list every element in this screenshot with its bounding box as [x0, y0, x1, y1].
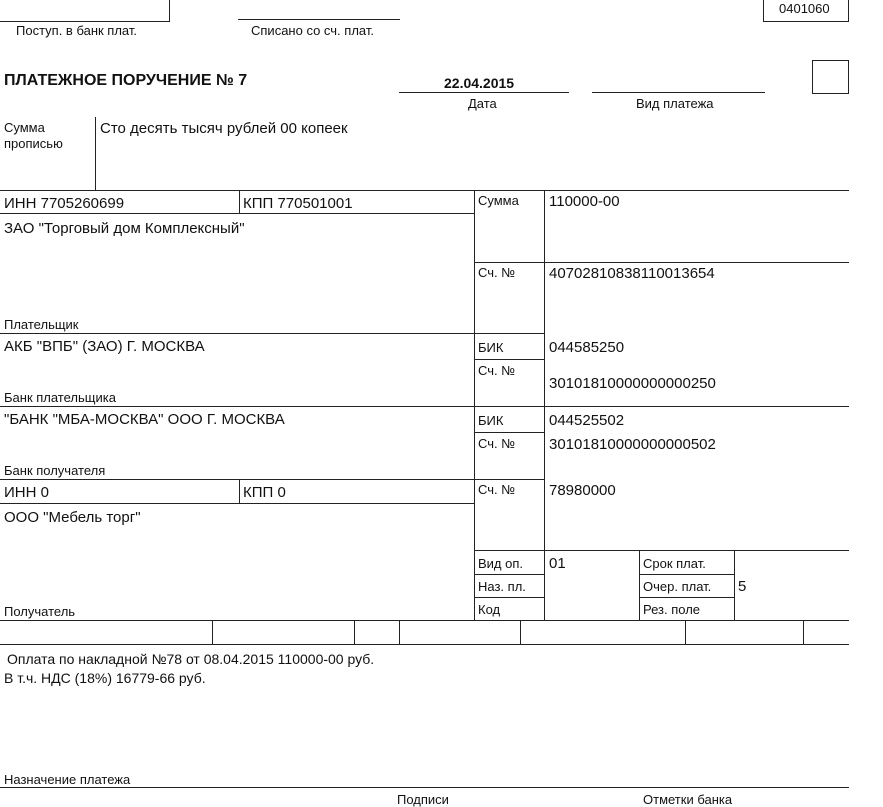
row-line-payer-bank: [0, 406, 849, 407]
row-line-payer: [0, 333, 544, 334]
purpose-line-1: Оплата по накладной №78 от 08.04.2015 110000-00 руб.: [7, 651, 375, 667]
amount-words-value: Сто десять тысяч рублей 00 копеек: [100, 120, 348, 137]
recipient-bank-bik-value: 044525502: [549, 412, 625, 429]
amount-words-divider: [95, 117, 96, 190]
recipient-kpp: КПП 0: [243, 484, 286, 501]
recipient-bank-account-label: Сч. №: [478, 436, 516, 451]
recipient-inn: ИНН 0: [4, 484, 49, 501]
payer-bank-bik-value: 044585250: [549, 339, 625, 356]
payer-label: Плательщик: [4, 317, 79, 332]
payer-account-value: 40702810838110013654: [549, 265, 715, 282]
recipient-account-value: 78980000: [549, 482, 616, 499]
payer-bank-name: АКБ "ВПБ" (ЗАО) Г. МОСКВА: [4, 338, 205, 355]
tax-col-3: [399, 620, 400, 644]
recipient-account-label: Сч. №: [478, 482, 516, 497]
inn-kpp-divider: [239, 190, 240, 213]
date-line: [399, 92, 569, 93]
recipient-label: Получатель: [4, 604, 76, 619]
op-col-4: [734, 550, 735, 620]
col-divider-1: [474, 190, 475, 620]
row-line-recipient: [0, 620, 849, 621]
recipient-bank-name: "БАНК "МБА-МОСКВА" ООО Г. МОСКВА: [4, 411, 285, 428]
sum-value: 110000-00: [549, 193, 620, 210]
payer-inn: ИНН 7705260699: [4, 195, 125, 212]
payer-bank-bik-label: БИК: [478, 340, 504, 355]
payment-type-label: Вид платежа: [636, 96, 714, 111]
payer-account-label: Сч. №: [478, 265, 516, 280]
srok-label: Срок плат.: [643, 556, 706, 571]
recipient-bank-bik-label: БИК: [478, 413, 504, 428]
payer-bank-label: Банк плательщика: [4, 390, 116, 405]
tax-col-4: [520, 620, 521, 644]
page-title: ПЛАТЕЖНОЕ ПОРУЧЕНИЕ № 7: [4, 72, 248, 89]
date-value: 22.04.2015: [444, 75, 515, 91]
vid-op-label: Вид оп.: [478, 556, 524, 571]
debited-label: Списано со сч. плат.: [251, 23, 374, 38]
row-line-recipient-bank: [0, 479, 544, 480]
vid-op-value: 01: [549, 555, 566, 572]
received-label: Поступ. в банк плат.: [16, 23, 138, 38]
payer-name: ЗАО "Торговый дом Комплексный": [4, 220, 245, 237]
bik-account-line-1: [474, 359, 544, 360]
row-line-inn-bottom: [0, 213, 474, 214]
recipient-name: ООО "Мебель торг": [4, 509, 141, 526]
purpose-bottom-line: [0, 787, 849, 788]
tax-col-5: [685, 620, 686, 644]
tax-col-1: [212, 620, 213, 644]
col-divider-2: [544, 190, 545, 620]
purpose-line-2: В т.ч. НДС (18%) 16779-66 руб.: [4, 670, 206, 686]
purpose-label: Назначение платежа: [4, 772, 131, 787]
sum-label: Сумма: [478, 193, 519, 208]
recipient-inn-kpp-divider: [239, 479, 240, 503]
date-label: Дата: [468, 96, 497, 111]
recipient-bank-label: Банк получателя: [4, 463, 106, 478]
op-col-3: [639, 550, 640, 620]
bik-account-line-2: [474, 432, 544, 433]
signatures-label: Подписи: [397, 792, 449, 807]
amount-words-label-2: прописью: [4, 136, 63, 151]
received-line: [0, 21, 170, 22]
row-line-inn: [0, 190, 849, 191]
rez-label: Рез. поле: [643, 602, 701, 617]
op-line-2: [474, 574, 544, 575]
ocher-value: 5: [738, 578, 747, 595]
payment-type-box: [812, 60, 849, 94]
debited-line: [238, 19, 400, 20]
ocher-label: Очер. плат.: [643, 579, 712, 594]
payment-type-line: [592, 92, 765, 93]
form-code: 0401060: [779, 1, 830, 16]
received-box-edge: [169, 0, 170, 22]
naz-pl-label: Наз. пл.: [478, 579, 526, 594]
payer-kpp: КПП 770501001: [243, 195, 353, 212]
op-line-3b: [639, 597, 734, 598]
payer-bank-account-value: 30101810000000000250: [549, 375, 716, 392]
row-line-recipient-inn: [0, 503, 474, 504]
op-line-3: [474, 597, 544, 598]
tax-col-6: [803, 620, 804, 644]
tax-col-2: [354, 620, 355, 644]
op-line-2b: [639, 574, 734, 575]
op-line-1: [474, 550, 849, 551]
kod-label: Код: [478, 602, 501, 617]
bank-marks-label: Отметки банка: [643, 792, 733, 807]
payer-bank-account-label: Сч. №: [478, 363, 516, 378]
recipient-bank-account-value: 30101810000000000502: [549, 436, 716, 453]
amount-words-label-1: Сумма: [4, 120, 45, 135]
sum-account-line: [474, 262, 849, 263]
tax-row-bottom: [0, 644, 849, 645]
